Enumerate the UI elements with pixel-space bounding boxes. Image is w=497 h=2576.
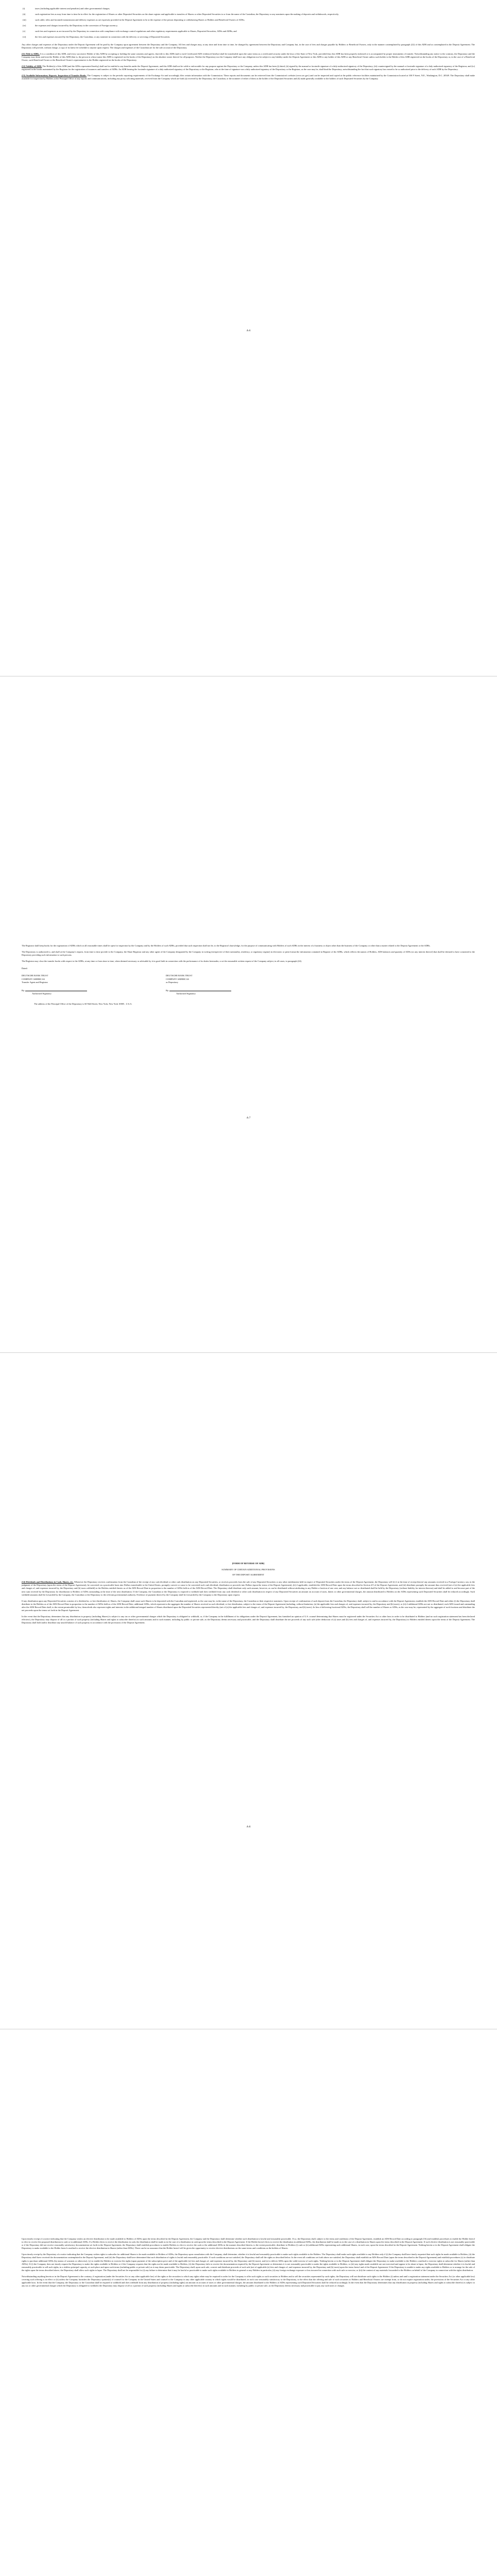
fee-item-label: (ii) [23,13,26,16]
fee-item-label: (iv) [23,24,26,27]
fee-item-text: the fees and expenses incurred by the Depositary, the Custodian, or any nominee in connection with the delivery or servicing of Deposited Securities. [35,36,170,39]
signer-name-line: COMPANY AMERICAS [166,977,189,980]
fee-item-text: such cable, telex and facsimile transmission and delivery expenses as are expressly provided in the Deposit Agreement to be at the expense of the person depositing or withdrawing Shares or Holders and Beneficial Owners of ADSs; [35,19,245,22]
signer-name-line: COMPANY AMERICAS [22,977,45,980]
fee-item-5 [22,30,475,33]
page-a8-content [22,1562,475,1628]
page-a9 [0,2029,497,2576]
fee-item-label: (vi) [23,36,26,39]
fee-item-label: (i) [23,7,25,10]
section-body: The Holder(s) of this ADR (and the ADSs represented hereby) shall not be entitled to any benefits under the Deposit Agreement, and this ADR shall not be valid or enforceable for any purpose against the Depositary or the Company, unless this ADR has been (i) dated, (ii) signed by the manual or facsimile signature of a duly-authorized signatory of the Depositary, (iii) countersigned by the manual or facsimile signature of a duly-authorized signatory of the Registrar, and (iv) registered in the books maintained by the Registrar for the registration of issuances and transfers of ADRs. An ADR bearing the facsimile signature of a duly-authorized signatory of the Depositary or the Registrar, who at the time of signature was a duly authorized signatory of the Depositary or the Registrar, as the case may be, shall bind the Depositary, notwithstanding the fact that such signatory has ceased to be so authorized prior to the delivery of such ADR by the Depositary. [22,65,475,71]
fee-item-3 [22,19,475,22]
registrar-by-line [22,989,130,995]
depositary-signature [166,974,274,984]
page-number: A-8 [246,1826,251,1828]
summary-subheading: OF THE DEPOSIT AGREEMENT [232,1573,265,1577]
registration-requirement-paragraph: Notwithstanding anything herein or in the Deposit Agreement to the contrary, if registration (under the Securities Act or any other applicable law) of the rights or the securities to which any rights relate may be required in order for the Company to offer such rights or such securities to Holders and to sell the securities represented by such rights, the Depositary will not distribute such rights to the Holders (i) unless and until a registration statement under the Securities Act (or other applicable law) covering such offering is in effect or (ii) unless the Company furnishes the Depositary opinion(s) of counsel for the Company in the United States and counsel to the Company in any other applicable country in which rights would be distributed, in each case reasonably satisfactory to the Depositary, to the effect that the offering and sale of such securities to Holders and Beneficial Owners are exempt from, or do not require registration under, the provisions of the Securities Act or any other applicable laws. In the event that the Company, the Depositary or the Custodian shall be required to withhold and does withhold from any distribution of property (including rights) an amount on account of taxes or other governmental charges, the amount distributed to the Holders of ADSs representing such Deposited Securities shall be reduced accordingly. In the event that the Depositary determines that any distribution in property (including Shares and rights to subscribe therefor) is subject to any tax or other governmental charges which the Depositary is obligated to withhold, the Depositary may dispose of all or a portion of such property (including Shares and rights to subscribe therefor) in such amounts and in such manner, including by public or private sale, as the Depositary deems necessary and practicable to pay any such taxes or charges. [22,2275,475,2287]
page-a9-content [22,2238,475,2291]
fee-item-2 [22,13,475,16]
principal-office-address: The address of the Principal Office of the Depositary is 60 Wall Street, New York, New York 10005 , U.S.A. [34,1002,132,1005]
page-a8 [0,1353,497,2029]
section-body: Whenever the Depositary receives confirmation from the Custodian of the receipt of any cash dividend or other cash distribution on any Deposited Securities, or receives proceeds from the sale of any Deposited Securities or any other entitlements held in respect of Deposited Securities under the terms of the Deposit Agreement, the Depositary will (i) if at the time of receipt thereof any amounts received in a Foreign Currency can, in the judgment of the Depositary (upon the terms of the Deposit Agreement), be converted on a practicable basis into Dollars transferable to the United States, promptly convert or cause to be converted such cash dividend, distribution or proceeds into Dollars (upon the terms of the Deposit Agreement), (ii) if applicable, establish the ADS Record Date upon the terms described in Section 4.9 of the Deposit Agreement, and (iii) distribute promptly the amount thus received (net of (a) the applicable fees and charges of, and expenses incurred by, the Depositary and (b) taxes withheld) to the Holders entitled thereto as of the ADS Record Date in proportion to the number of ADSs held as of the ADS Record Date. The Depositary shall distribute only such amount, however, as can be distributed without attributing to any Holder a fraction of one cent, and any balance not so distributed shall be held by the Depositary (without liability for interest thereon) and shall be added to and become part of the next sum received by the Depositary for distribution to Holders of ADSs outstanding at the time of the next distribution. If the Company, the Custodian or the Depositary is required to withhold and does withhold from any cash dividend or other cash distribution in respect of any Deposited Securities an amount on account of taxes, duties or other governmental charges, the amount distributed to Holders on the ADSs representing such Deposited Securities shall be reduced accordingly. Such withheld amounts shall be forwarded by the Company, the Custodian or the Depositary to the relevant governmental authority. Evidence of payment thereof by the Company shall be forwarded by the Company to the Depositary upon request. [22,1581,475,1596]
page-number: A-7 [246,1117,251,1120]
authorized-signatory-label: Authorized Signatory [32,992,52,995]
section-heading: (13) Available Information; Reports; Inspection of Transfer Books. [22,74,87,77]
signature-lines [22,989,475,995]
other-charges-paragraph: Any other charges and expenses of the Depositary under the Deposit Agreement will be paid by the Company upon agreement between the Depositary and the Company. All fees and charges may, at any time and from time to time, be changed by agreement between the Depositary and Company but, in the case of fees and charges payable by Holders or Beneficial Owners, only in the manner contemplated by paragraph (22) of this ADR and as contemplated in the Deposit Agreement. The Depositary will provide, without charge, a copy of its latest fee schedule to anyone upon request. The charges and expenses of the Custodian are for the sole account of the Depositary. [22,43,475,49]
section-body: The Company is subject to the periodic reporting requirements of the Exchange Act and accordingly files certain information with the Commission. These reports and documents can be retrieved from the Commission's website (www.sec.gov) and can be inspected and copied at the public reference facilities maintained by the Commission located at 100 F Street, N.E., Washington, D.C. 20549. The Depositary shall make available for inspection by Holders at the Principal Office of any reports and communications, including any proxy soliciting materials, received from the Company which are both (a) received by the Depositary, the Custodian, or the nominee of either of them as the holder of the Deposited Securities and (b) made generally available to the holders of such Deposited Securities by the Company. [22,74,475,80]
signer-name-line: DEUTSCHE BANK TRUST [166,974,193,977]
authorized-signatory-label: Authorized Signatory [176,992,196,995]
rights-subscription-paragraph: Upon timely receipt by the Depositary of a notice indicating that the Company wishes rights to subscribe for additional Shares to be made available to Holders of ADSs, the Depositary upon consultation with the Company, shall determine, whether it is lawful and reasonably practicable to make such rights available to the Holders. The Depositary shall make such rights available to any Holders only if (i) the Company shall have timely requested that such rights be made available to Holders, (ii) the Depositary shall have received the documentation contemplated in the Deposit Agreement, and (iii) the Depositary shall have determined that such distribution of rights is lawful and reasonably practicable. If such conditions are not satisfied, the Depositary shall sell the rights as described below. In the event all conditions set forth above are satisfied, the Depositary shall establish an ADS Record Date (upon the terms described in the Deposit Agreement) and establish procedures (x) to distribute rights to purchase additional ADSs (by means of warrants or otherwise), (y) to enable the Holders to exercise the rights (upon payment of the subscription price and of the applicable (a) fees and charges of, and expenses incurred by, the Depositary and (b) taxes), and (z) to deliver ADSs upon the valid exercise of such rights. Nothing herein or in the Deposit Agreement shall obligate the Depositary to make available to the Holders a method to exercise rights to subscribe for Shares (rather than ADSs). If (i) the Company does not timely request the Depositary to make the rights available to Holders or if the Company requests that the rights not be made available to Holders, (ii) the Depositary fails to receive the documentation required by the Deposit Agreement or determines it is not reasonably practicable to make the rights available to Holders, or (iii) any rights made available are not exercised and appear to be about to lapse, the Depositary shall determine whether it is lawful and reasonably practicable to sell such rights, in a riskless principal capacity, at such place and upon such terms (including public or private sale) as it may deem practicable. The Depositary shall, upon such sale, convert and distribute proceeds of such sale (net of applicable (a) fees and charges of, and expenses incurred by, the Depositary and (b) taxes) upon the terms hereof and of the Deposit Agreement. If the Depositary is unable to make any rights available to Holders or to arrange for the sale of the rights upon the terms described above, the Depositary shall allow such rights to lapse. The Depositary shall not be responsible for (i) any failure to determine that it may be lawful or practicable to make such rights available to Holders in general or any Holders in particular, (ii) any foreign exchange exposure or loss incurred in connection with such sale or exercise, or (iii) the content of any materials forwarded to the Holders on behalf of the Company in connection with the rights distribution. [22,2253,475,2272]
section-body: It is a condition of this ADR, and every successive Holder of this ADR by accepting or holding the same consents and agrees, that title to this ADR (and to each Certificated ADS evidenced hereby) shall be transferable upon the same terms as a certificated security under the laws of the State of New York, provided that, this ADR has been properly endorsed or is accompanied by proper instruments of transfer. Notwithstanding any notice to the contrary, the Depositary and the Company may deem and treat the Holder of this ADR (that is, the person in whose name this ADR is registered on the books of the Depositary) as the absolute owner thereof for all purposes. Neither the Depositary nor the Company shall have any obligation nor be subject to any liability under the Deposit Agreement or this ADR to any holder of this ADR or any Beneficial Owner unless such holder is the Holder of this ADR registered on the books of the Depositary or, in the case of a Beneficial Owner, such Beneficial Owner or the Beneficial Owner's representative is the Holder registered on the books of the Depositary. [22,52,475,61]
section-heading: (14) Dividends and Distributions in Cash, Shares, etc. [22,1581,74,1584]
section-heading: (11) Title to ADRs. [22,52,40,55]
page-a7-content [22,944,475,1009]
validity-of-adr-paragraph [22,65,475,71]
property-distribution-paragraph: In the event that the Depositary determines that any distribution in property (including Shares) is subject to any tax or other governmental charges which the Depositary is obligated to withhold, or, if the Company in the fulfillment of its obligations under the Deposit Agreement, has furnished an opinion of U.S. counsel determining that Shares must be registered under the Securities Act or other laws in order to be distributed to Holders (and no such registration statement has been declared effective), the Depositary may dispose of all or a portion of such property (including Shares and rights to subscribe therefor) in such amounts and in such manner, including by public or private sale, as the Depositary deems necessary and practicable, and the Depositary shall distribute the net proceeds of any such sale (after deduction of (a) taxes and (b) fees and charges of, and expenses incurred by, the Depositary) to Holders entitled thereto upon the terms of the Deposit Agreement. The Depositary shall hold and/or distribute any unsold balance of such property in accordance with the provisions of the Deposit Agreement. [22,1615,475,1624]
fee-item-text: such fees and expenses as are incurred by the Depositary in connection with compliance with exchange control regulations and other regulatory requirements applicable to Shares, Deposited Securities, ADSs and ADRs; and [35,30,237,33]
title-to-adrs-paragraph [22,53,475,62]
depositary-by-line [166,989,274,995]
available-information-paragraph [22,74,475,80]
signer-role: as Depositary [166,980,179,984]
registrar-signature [22,974,130,984]
page-a6 [0,0,497,676]
fee-item-4 [22,24,475,27]
dated-line: Dated: [22,967,28,970]
registrar-books-paragraph: The Registrar shall keep books for the registration of ADRs which at all reasonable times shall be open for inspection by the Company and by the Holders of such ADRs, provided that such inspection shall not be, to the Registrar's knowledge, for the purpose of communicating with Holders of such ADRs in the interest of a business or object other than the business of the Company or other than a matter related to the Deposit Agreement or the ADRs. [22,944,431,947]
by-label: By: [22,989,25,992]
page-a7 [0,676,497,1352]
transfer-books-paragraph: The Registrar may close the transfer books with respect to the ADRs, at any time or from time to time, when deemed necessary or advisable by it in good faith in connection with the performance of its duties hereunder, or at the reasonable written request of the Company subject, in all cases, to paragraph (24). [22,960,302,963]
elective-distribution-paragraph: Upon timely receipt of a notice indicating that the Company wishes an elective distribution to be made available to Holders of ADSs upon the terms described in the Deposit Agreement, the Company and the Depositary shall determine whether such distribution is lawful and reasonably practicable. If so, the Depositary shall, subject to the terms and conditions of the Deposit Agreement, establish an ADS Record Date according to paragraph (16) and establish procedures to enable the Holder hereof to elect to receive the proposed distribution in cash or in additional ADSs. If a Holder elects to receive the distribution in cash, the distribution shall be made as in the case of a distribution in cash upon the terms described in the Deposit Agreement. If the Holder hereof elects to receive the distribution in additional ADSs, the distribution shall be made as in the case of a distribution in Shares upon the terms described in the Deposit Agreement. If such elective distribution is not reasonably practicable or if the Depositary did not receive reasonably satisfactory documentation set forth in the Deposit Agreement, the Depositary shall establish procedures to enable Holders to elect to receive the cash or the additional ADSs in the manner described therein, to the extent practicable, distribute to Holders (i) cash or (ii) additional ADSs representing such additional Shares, in each case, upon the terms described in the Deposit Agreement. Nothing herein or in the Deposit Agreement shall obligate the Depositary to make available to the Holder hereof a method to receive the elective distribution in Shares (rather than ADSs). There can be no assurance that the Holder hereof will be given the opportunity to receive elective distributions on the same terms and conditions as the holders of Shares. [22,2238,475,2250]
by-label: By: [166,989,169,992]
fee-item-label: (iii) [23,19,26,22]
fee-item-text: taxes (including applicable interest and penalties) and other governmental charges; [35,7,110,10]
fee-item-6 [22,36,475,39]
section-heading: (12) Validity of ADR. [22,65,42,68]
fee-item-1 [22,7,475,10]
signer-role: Transfer Agent and Registrar [22,980,48,984]
fee-item-label: (v) [23,30,26,33]
depositary-authorization-paragraph: The Depositary is authorized to, and shall at the Company's request, from time to time provide to the Company, the Share Registrar and any other agent of the Company designated by the Company in writing (irrespective of their nationality, residency, or regulatory regime) in electronic or print format the information contained in Register of the ADRs, which reflects the names of Holders, ADS balances and quantity of ADSs (or any interest thereof) that shall be deemed to have consented to the Depositary providing such information to such persons. [22,951,475,957]
page-a6-content [22,7,475,83]
share-distribution-paragraph: If any distribution upon any Deposited Securities consists of a dividend in, or free distribution of, Shares, the Company shall cause such Shares to be deposited with the Custodian and registered, as the case may be, in the name of the Depositary, the Custodian or their respective nominees. Upon receipt of confirmation of such deposit from the Custodian, the Depositary shall, subject to and in accordance with the Deposit Agreement, establish the ADS Record Date and either (i) the Depositary shall distribute to the Holders as of the ADS Record Date in proportion to the number of ADSs held as of the ADS Record Date, additional ADSs, which represent in the aggregate the number of Shares received as such dividend, or free distribution, subject to the terms of the Deposit Agreement (including, without limitation, (a) the applicable fees and charges of, and expenses incurred by, the Depositary and (b) taxes), or (ii) if additional ADSs are not so distributed, each ADS issued and outstanding after the ADS Record Date shall, to the extent permissible by law, thenceforth also represent rights and interests in the additional integral number of Shares distributed upon the Deposited Securities represented thereby (net of (a) the applicable fees and charges of, and expenses incurred by, the Depositary, and (b) taxes). In lieu of delivering fractional ADSs, the Depositary shall sell the number of Shares or ADSs, as the case may be, represented by the aggregate of such fractions and distribute the net proceeds upon the terms set forth in the Deposit Agreement. [22,1599,475,1612]
page-number: A-6 [246,330,251,332]
fee-item-text: such registration fees as may from time to time be in effect for the registration of Shares or other Deposited Securities on the share register and applicable to transfers of Shares or other Deposited Securities to or from the name of the Custodian, the Depositary or any nominees upon the making of deposits and withdrawals, respectively; [35,13,339,16]
reverse-form-title: [FORM OF REVERSE OF ADR] [232,1562,265,1565]
fee-item-text: the expenses and charges incurred by the Depositary in the conversion of Foreign currency; [35,24,118,27]
dividends-paragraph [22,1581,475,1596]
signature-block [22,974,475,984]
summary-heading: SUMMARY OF CERTAIN ADDITIONAL PROVISIONS [221,1568,275,1571]
signer-name-line: DEUTSCHE BANK TRUST [22,974,48,977]
